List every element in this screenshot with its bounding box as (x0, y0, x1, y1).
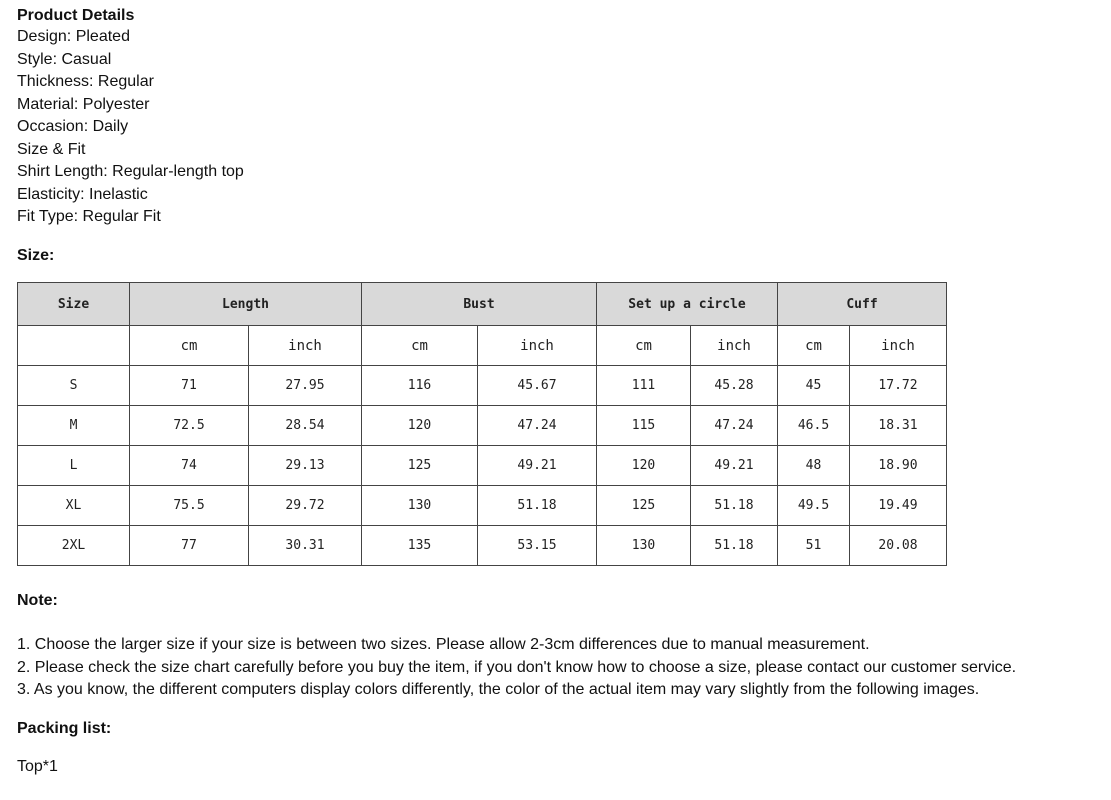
unit-cell: inch (249, 326, 362, 366)
table-cell: L (18, 446, 130, 486)
table-cell: 17.72 (850, 366, 947, 406)
table-cell: 45.67 (478, 366, 597, 406)
table-cell: S (18, 366, 130, 406)
table-cell: M (18, 406, 130, 446)
table-cell: 27.95 (249, 366, 362, 406)
unit-cell: inch (691, 326, 778, 366)
detail-elasticity: Elasticity: Inelastic (17, 185, 148, 203)
units-size-cell (18, 326, 130, 366)
table-cell: 2XL (18, 526, 130, 566)
table-cell: XL (18, 486, 130, 526)
size-chart-table (17, 282, 947, 566)
table-cell: 19.49 (850, 486, 947, 526)
table-row (18, 446, 947, 486)
table-cell: 135 (362, 526, 478, 566)
detail-shirt-length: Shirt Length: Regular-length top (17, 163, 244, 180)
detail-fit-type: Fit Type: Regular Fit (17, 208, 161, 225)
table-cell: 49.21 (691, 446, 778, 486)
table-row (18, 486, 947, 526)
table-cell: 115 (597, 406, 691, 446)
product-details-title: Product Details (17, 7, 135, 24)
product-details (17, 6, 1107, 229)
table-cell: 71 (130, 366, 249, 406)
table-cell: 125 (597, 486, 691, 526)
notes-list (17, 634, 1107, 702)
table-cell: 18.31 (850, 406, 947, 446)
detail-thickness: Thickness: Regular (17, 73, 154, 90)
table-cell: 74 (130, 446, 249, 486)
table-cell: 20.08 (850, 526, 947, 566)
unit-cell: inch (850, 326, 947, 366)
header-length: Length (130, 283, 362, 326)
packing-list-label: Packing list: (17, 720, 112, 737)
table-cell: 48 (778, 446, 850, 486)
unit-cell: cm (130, 326, 249, 366)
table-cell: 47.24 (691, 406, 778, 446)
table-cell: 47.24 (478, 406, 597, 446)
unit-cell: cm (362, 326, 478, 366)
header-set-up-a-circle: Set up a circle (597, 283, 778, 326)
table-cell: 116 (362, 366, 478, 406)
unit-cell: cm (778, 326, 850, 366)
table-cell: 51.18 (478, 486, 597, 526)
note-section-label: Note: (17, 592, 58, 609)
table-cell: 130 (597, 526, 691, 566)
table-row (18, 366, 947, 406)
table-cell: 28.54 (249, 406, 362, 446)
detail-occasion: Occasion: Daily (17, 118, 129, 135)
table-cell: 18.90 (850, 446, 947, 486)
header-size: Size (18, 283, 130, 326)
table-cell: 130 (362, 486, 478, 526)
table-cell: 111 (597, 366, 691, 406)
table-cell: 49.5 (778, 486, 850, 526)
note-item: 1. Choose the larger size if your size is between two sizes. Please allow 2-3cm differences due to manual measurement. (17, 636, 870, 653)
table-cell: 49.21 (478, 446, 597, 486)
table-row (18, 406, 947, 446)
table-cell: 77 (130, 526, 249, 566)
page (17, 6, 1107, 775)
table-header-row (18, 283, 947, 326)
table-cell: 46.5 (778, 406, 850, 446)
detail-material: Material: Polyester (17, 95, 150, 113)
table-cell: 29.72 (249, 486, 362, 526)
table-cell: 53.15 (478, 526, 597, 566)
note-item: 3. As you know, the different computers display colors differently, the color of the actual item may vary slightly from the following images. (17, 681, 980, 698)
table-cell: 51.18 (691, 486, 778, 526)
table-cell: 45 (778, 366, 850, 406)
unit-cell: inch (478, 326, 597, 366)
detail-design: Design: Pleated (17, 28, 130, 45)
detail-style: Style: Casual (17, 50, 112, 68)
note-item: 2. Please check the size chart carefully before you buy the item, if you don't know how to choose a size, please contact our customer service. (17, 658, 1017, 676)
table-row (18, 526, 947, 566)
table-cell: 51 (778, 526, 850, 566)
unit-cell: cm (597, 326, 691, 366)
table-cell: 120 (362, 406, 478, 446)
table-units-row (18, 326, 947, 366)
table-cell: 75.5 (130, 486, 249, 526)
packing-list-item: Top*1 (17, 758, 58, 775)
table-cell: 120 (597, 446, 691, 486)
header-cuff: Cuff (778, 283, 947, 326)
table-cell: 51.18 (691, 526, 778, 566)
table-cell: 72.5 (130, 406, 249, 446)
size-section-label: Size: (17, 247, 55, 264)
header-bust: Bust (362, 283, 597, 326)
table-cell: 29.13 (249, 446, 362, 486)
table-cell: 30.31 (249, 526, 362, 566)
table-cell: 125 (362, 446, 478, 486)
detail-size-fit-heading: Size & Fit (17, 140, 86, 158)
table-cell: 45.28 (691, 366, 778, 406)
